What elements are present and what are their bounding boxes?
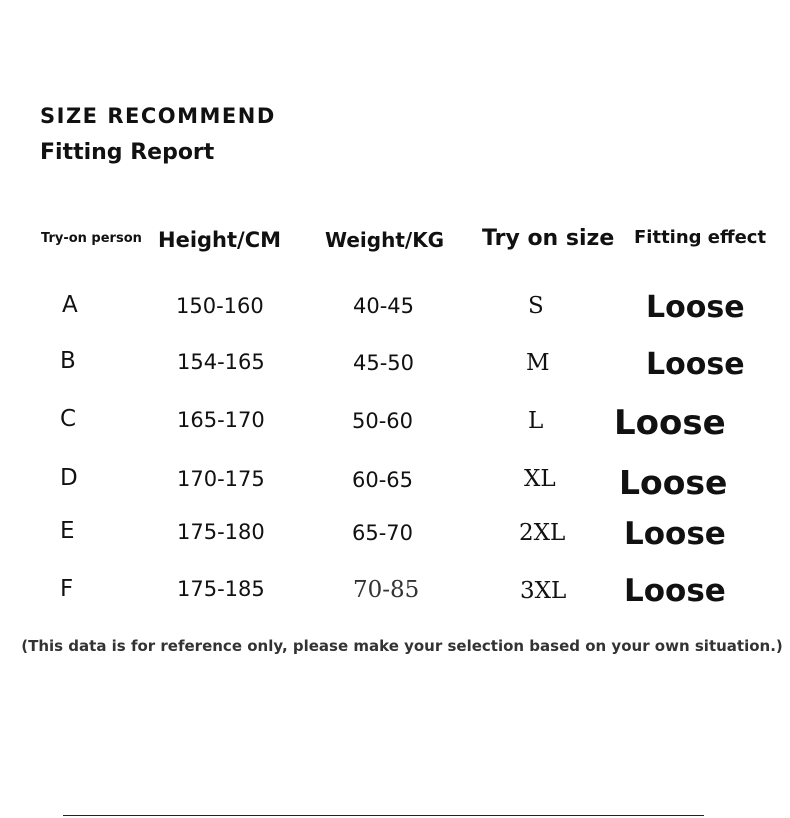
cell-person: A <box>62 292 78 318</box>
cell-effect: Loose <box>646 290 745 325</box>
cell-weight: 40-45 <box>353 294 415 318</box>
cell-person: F <box>60 576 74 602</box>
cell-effect: Loose <box>619 463 728 502</box>
column-header-try-on-size: Try on size <box>482 226 615 251</box>
cell-size: L <box>528 408 544 434</box>
column-header-weight: Weight/KG <box>325 228 445 252</box>
cell-height: 150-160 <box>176 294 264 318</box>
cell-height: 175-185 <box>177 577 265 601</box>
cell-person: C <box>60 406 77 432</box>
cell-size: S <box>528 293 544 319</box>
cell-weight: 70-85 <box>353 577 420 603</box>
page-title: SIZE RECOMMEND <box>40 104 276 128</box>
page-subtitle: Fitting Report <box>40 140 215 165</box>
cell-height: 165-170 <box>177 408 265 432</box>
column-header-fitting-effect: Fitting effect <box>634 227 767 248</box>
cell-weight: 65-70 <box>352 521 414 545</box>
column-header-height: Height/CM <box>158 228 282 252</box>
cell-person: B <box>60 348 76 374</box>
cell-effect: Loose <box>646 347 745 382</box>
cell-size: M <box>526 350 550 376</box>
cell-size: 2XL <box>519 520 566 546</box>
cell-size: XL <box>524 466 556 492</box>
cell-effect: Loose <box>624 573 726 609</box>
cell-person: E <box>60 518 75 544</box>
cell-height: 175-180 <box>177 520 265 544</box>
cell-weight: 45-50 <box>353 351 415 375</box>
cell-effect: Loose <box>624 516 726 552</box>
cell-effect: Loose <box>614 403 726 443</box>
disclaimer-note: (This data is for reference only, please make your selection based on your own situation.) <box>21 637 783 655</box>
cell-person: D <box>60 465 78 491</box>
column-header-try-on-person: Try-on person <box>41 231 142 246</box>
cell-height: 170-175 <box>177 467 265 491</box>
divider <box>63 815 704 816</box>
cell-weight: 60-65 <box>352 468 414 492</box>
cell-size: 3XL <box>520 578 567 604</box>
cell-weight: 50-60 <box>352 409 414 433</box>
cell-height: 154-165 <box>177 350 265 374</box>
